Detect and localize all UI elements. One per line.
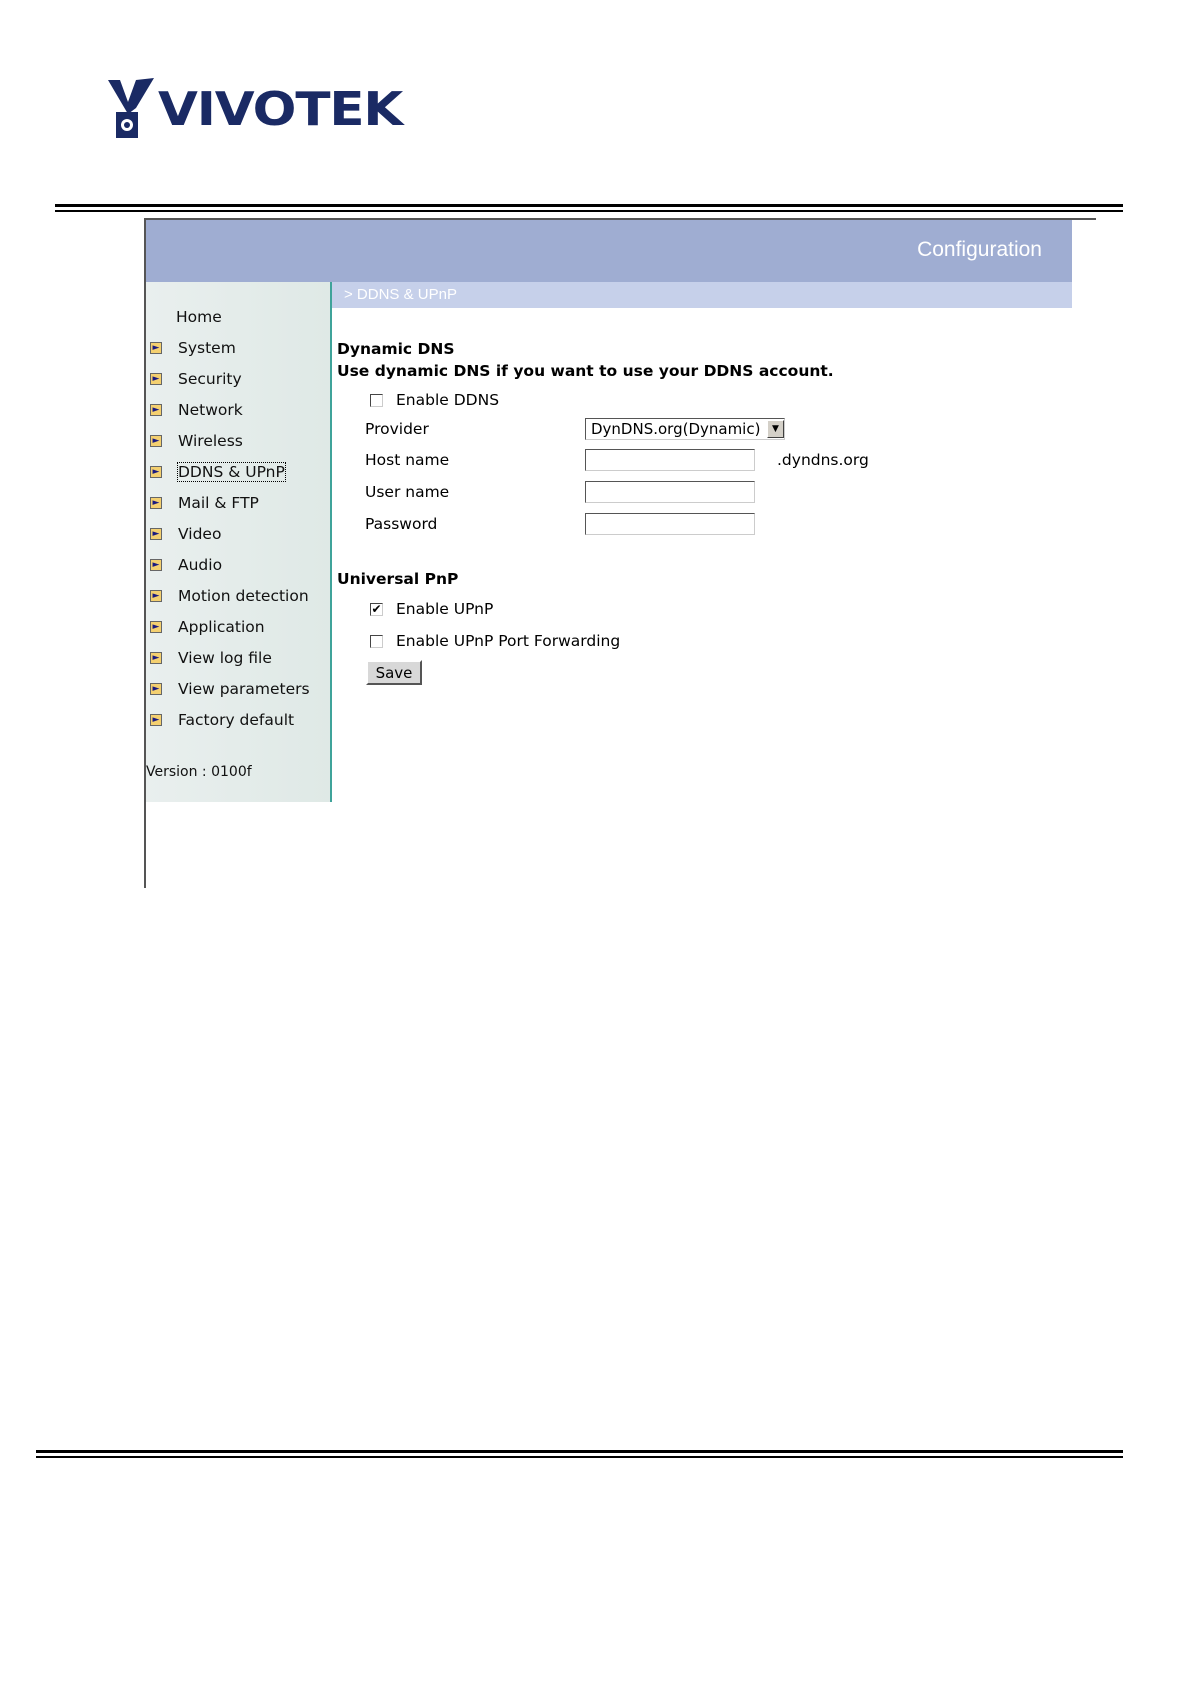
page-title: Configuration bbox=[917, 238, 1042, 261]
host-name-label: Host name bbox=[365, 451, 450, 469]
vivotek-logo bbox=[106, 78, 403, 140]
sidebar-item-application[interactable] bbox=[150, 615, 265, 639]
sidebar-item-label: Network bbox=[178, 401, 243, 419]
ddns-description: Use dynamic DNS if you want to use your DDNS account. bbox=[337, 362, 834, 380]
sidebar-item-factory-default[interactable] bbox=[150, 708, 294, 732]
sidebar-item-label: Wireless bbox=[178, 432, 243, 450]
ddns-section-title: Dynamic DNS bbox=[337, 340, 455, 358]
sidebar-item-security[interactable] bbox=[150, 367, 242, 391]
sidebar-item-label: Application bbox=[178, 618, 265, 636]
sidebar-item-label: Audio bbox=[178, 556, 223, 574]
upnp-section-title: Universal PnP bbox=[337, 570, 459, 588]
arrow-right-icon: ► bbox=[150, 683, 162, 695]
sidebar-item-view-parameters[interactable] bbox=[150, 677, 310, 701]
provider-select[interactable] bbox=[585, 418, 785, 440]
enable-upnp-label: Enable UPnP bbox=[396, 600, 494, 618]
sidebar-item-label: DDNS & UPnP bbox=[178, 463, 285, 481]
version-text: Version : 0100f bbox=[146, 764, 252, 780]
sidebar-item-ddns-upnp[interactable] bbox=[150, 460, 285, 484]
enable-upnp-checkbox[interactable]: ✔ bbox=[371, 601, 382, 616]
top-divider bbox=[55, 204, 1123, 207]
arrow-right-icon: ► bbox=[150, 404, 162, 416]
sidebar-item-motion-detection[interactable] bbox=[150, 584, 309, 608]
sidebar-item-label: View log file bbox=[178, 649, 272, 667]
save-button[interactable]: Save bbox=[366, 660, 422, 685]
password-input[interactable] bbox=[585, 513, 755, 535]
host-name-suffix: .dyndns.org bbox=[777, 451, 869, 469]
provider-selected-value: DynDNS.org(Dynamic) bbox=[591, 420, 761, 438]
user-name-label: User name bbox=[365, 483, 450, 501]
sidebar-item-label: Mail & FTP bbox=[178, 494, 259, 512]
enable-ddns-checkbox[interactable] bbox=[370, 394, 383, 407]
arrow-right-icon: ► bbox=[150, 466, 162, 478]
sidebar-item-label: View parameters bbox=[178, 680, 310, 698]
upnp-port-forwarding-row bbox=[370, 632, 620, 650]
breadcrumb bbox=[332, 282, 1072, 308]
password-label: Password bbox=[365, 515, 438, 533]
breadcrumb-text: > DDNS & UPnP bbox=[344, 286, 457, 303]
sidebar-item-wireless[interactable] bbox=[150, 429, 243, 453]
bottom-divider bbox=[36, 1450, 1123, 1453]
config-header bbox=[146, 220, 1072, 282]
sidebar-item-label: Security bbox=[178, 370, 242, 388]
arrow-right-icon: ► bbox=[150, 621, 162, 633]
sidebar-item-video[interactable] bbox=[150, 522, 221, 546]
sidebar-item-system[interactable] bbox=[150, 336, 236, 360]
sidebar-item-label: Home bbox=[176, 308, 222, 326]
arrow-right-icon: ► bbox=[150, 435, 162, 447]
sidebar-divider bbox=[330, 282, 332, 802]
brand-name: VIVOTEK bbox=[158, 82, 403, 136]
sidebar-item-audio[interactable] bbox=[150, 553, 222, 577]
user-name-input[interactable] bbox=[585, 481, 755, 503]
camera-logo-icon bbox=[106, 78, 156, 140]
upnp-port-forwarding-label: Enable UPnP Port Forwarding bbox=[396, 632, 621, 650]
enable-ddns-label: Enable DDNS bbox=[396, 391, 500, 409]
arrow-right-icon: ► bbox=[150, 342, 162, 354]
enable-upnp-row bbox=[370, 600, 493, 618]
arrow-right-icon: ► bbox=[150, 652, 162, 664]
arrow-right-icon: ► bbox=[150, 373, 162, 385]
sidebar-item-label: Video bbox=[178, 525, 222, 543]
arrow-right-icon: ► bbox=[150, 559, 162, 571]
sidebar-item-network[interactable] bbox=[150, 398, 243, 422]
sidebar-item-label: Factory default bbox=[178, 711, 295, 729]
sidebar-item-mail-ftp[interactable] bbox=[150, 491, 259, 515]
arrow-right-icon: ► bbox=[150, 590, 162, 602]
enable-ddns-row bbox=[370, 391, 499, 409]
arrow-right-icon: ► bbox=[150, 528, 162, 540]
sidebar-item-label: System bbox=[178, 339, 236, 357]
arrow-right-icon: ► bbox=[150, 714, 162, 726]
sidebar-item-home[interactable] bbox=[176, 305, 222, 329]
arrow-right-icon: ► bbox=[150, 497, 162, 509]
sidebar-item-label: Motion detection bbox=[178, 587, 309, 605]
host-name-input[interactable] bbox=[585, 449, 755, 471]
sidebar-item-view-log-file[interactable] bbox=[150, 646, 272, 670]
chevron-down-icon[interactable]: ▼ bbox=[767, 420, 784, 438]
provider-label: Provider bbox=[365, 420, 429, 438]
upnp-port-forwarding-checkbox[interactable] bbox=[370, 635, 383, 648]
